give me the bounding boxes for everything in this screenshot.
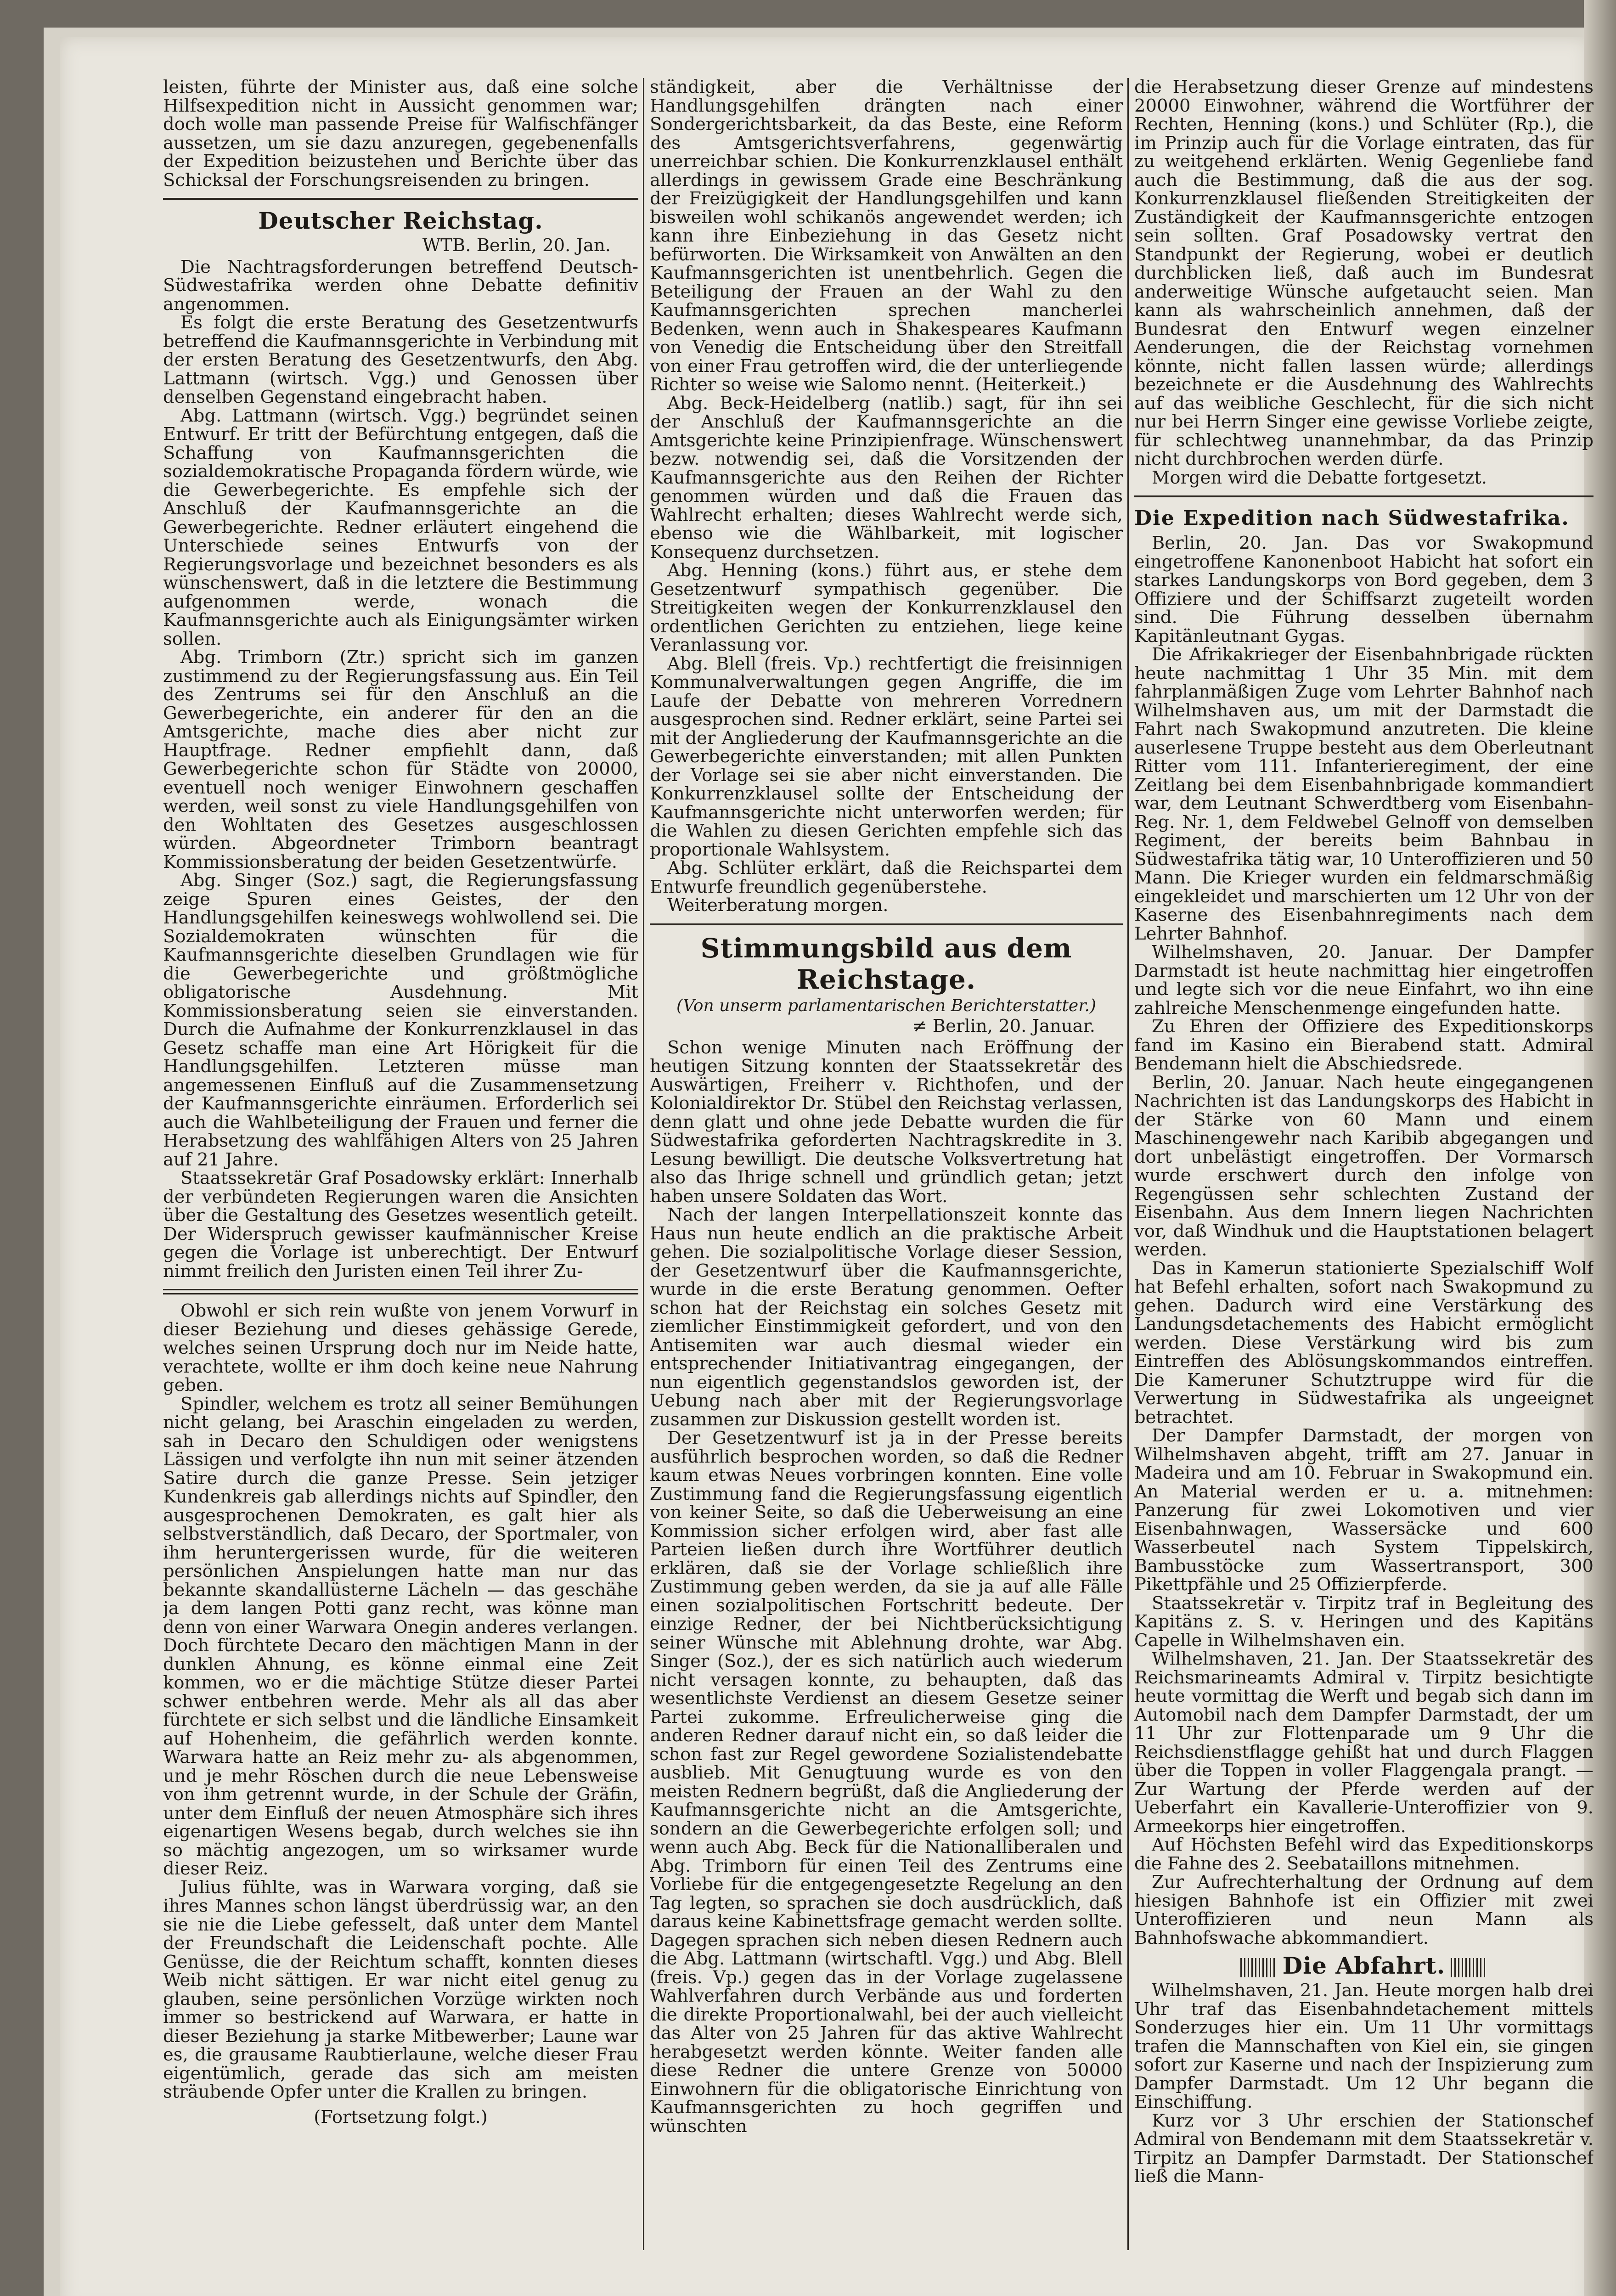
section-heading: Die Abfahrt. <box>1282 1952 1446 1979</box>
section-heading: Deutscher Reichstag. <box>258 207 543 234</box>
article-paragraph: Auf Höchsten Befehl wird das Expeditionskorps die Fahne des 2. Seebataillons mitnehmen. <box>1134 1835 1593 1874</box>
article-paragraph: Abg. Schlüter erklärt, daß die Reichspartei dem Entwurfe freundlich gegenüberstehe. <box>650 858 1123 897</box>
ornament-icon <box>1240 1958 1277 1977</box>
dateline: ≠ Berlin, 20. Januar. <box>912 1016 1095 1036</box>
article-paragraph: Die Nachtragsforderungen betreffend Deutsch-Südwestafrika werden ohne Debatte definitiv angenommen. <box>163 256 638 315</box>
article-paragraph: Der Gesetzentwurf ist ja in der Presse bereits ausführlich besprochen worden, so daß die Redner kaum etwas Neues vorbringen konnten. Eine volle Zustimmung fand die Regierungsfassung eigentlich von keiner Seite, so daß die Ueberweisung an eine Kommission sicher erfolgen wird, aber fast alle Parteien ließen durch ihre Wortführer deutlich erklären, daß sie der Vorlage schließlich ihre Zustimmung geben werden, da sie ja auf alle Fälle einen sozialpolitischen Fortschritt bedeute. Der einzige Redner, der bei Nichtberücksichtigung seiner Wünsche mit Ablehnung drohte, war Abg. Singer (Soz.), der es sich natürlich auch wiederum nicht versagen konnte, zu behaupten, daß das wesentlichste Verdienst an diesem Gesetze seiner Partei zukomme. Erfreulicherweise ging die anderen Redner darauf nicht ein, so daß leider die schon fast zur Regel gewordene Sozialistendebatte ausblieb. Mit Genugtuung wurde es von den meisten Rednern begrüßt, daß die Angliederung der Kaufmannsgerichte nicht an die Amtsgerichte, sondern an die Gewerbegerichte erfolgen soll; und wenn auch Abg. Beck für die Nationalliberalen und Abg. Trimborn für einen Teil des Zentrums eine Vorliebe für die entgegengesetzte Regelung an den Tag legten, so sprachen sie doch ausdrücklich, daß daraus keine Kabinettsfrage gemacht werden sollte. Dagegen sprachen sich neben diesen Rednern auch die Abg. Lattmann (wirtschaftl. Vgg.) und Abg. Blell (freis. Vp.) gegen das in der Vorlage zugelassene Wahlverfahren durch Verbände aus und forderten die direkte Proportionalwahl, bei der auch vielleicht das Alter von 25 Jahren für das aktive Wahlrecht herabgesetzt werden könnte. Weiter fanden alle diese Redner die untere Grenze von 50000 Einwohnern für die obligatorische Einrichtung von Kaufmannsgerichten zu hoch gegriffen und wünschten <box>650 1428 1123 2137</box>
column-1 <box>163 78 638 2268</box>
article-paragraph: Berlin, 20. Jan. Das vor Swakopmund eingetroffene Kanonenboot Habicht hat sofort ein starkes Landungskorps von Bord gegeben, dem 3 Offiziere und der Schiffsarzt zugeteilt worden sind. Die Führung desselben übernahm Kapitänleutnant Gygas. <box>1134 533 1593 647</box>
article-paragraph: Schon wenige Minuten nach Eröffnung der heutigen Sitzung konnten der Staatssekretär des Auswärtigen, Freiherr v. Richthofen, und der Kolonialdirektor Dr. Stübel den Reichstag verlassen, denn glatt und ohne jede Debatte wurden die für Südwestafrika geforderten Nachtragskredite in 3. Lesung bewilligt. Die deutsche Volksvertretung hat also das Ihrige schnell und gründlich getan; jetzt haben unsere Soldaten das Wort. <box>650 1037 1123 1207</box>
article-paragraph: Kurz vor 3 Uhr erschien der Stationschef Admiral von Bendemann mit dem Staatssekretär v. Tirpitz an Dampfer Darmstadt. Der Stationschef ließ die Mann- <box>1134 2110 1593 2187</box>
section-heading: Die Expedition nach Südwestafrika. <box>1134 506 1570 530</box>
column-rule <box>1127 78 1129 2250</box>
article-paragraph: Staatssekretär Graf Posadowsky erklärt: Innerhalb der verbündeten Regierungen waren die Ansichten über die Gestaltung des Gesetzes wesentlich geteilt. Der Widerspruch gewisser kaufmännischer Kreise gegen die Vorlage ist unberechtigt. Der Entwurf nimmt freilich den Juristen einen Teil ihrer Zu- <box>163 1168 638 1282</box>
ornament-icon <box>1451 1958 1487 1977</box>
article-paragraph: Staatssekretär v. Tirpitz traf in Begleitung des Kapitäns z. S. v. Heringen und des Kapitäns Capelle in Wilhelmshaven ein. <box>1134 1593 1593 1651</box>
section-subheading: (Von unserm parlamentarischen Berichterstatter.) <box>676 996 1096 1015</box>
section-heading: Stimmungsbild aus dem Reichstage. <box>700 932 1072 995</box>
article-paragraph: Abg. Beck-Heidelberg (natlib.) sagt, für ihn sei der Anschluß der Kaufmannsgerichte an die Amtsgerichte keine Prinzipienfrage. Wünschenswert bezw. notwendig sei, daß die Vorsitzenden der Kaufmannsgerichte aus den Reihen der Richter genommen würden und daß die Frauen das Wahlrecht erhalten; dieses Wahlrecht werde sich, ebenso wie die Wählbarkeit, mit logischer Konsequenz durchsetzen. <box>650 393 1123 563</box>
section-rule <box>163 198 638 200</box>
article-paragraph: Wilhelmshaven, 20. Januar. Der Dampfer Darmstadt ist heute nachmittag hier eingetroffen und legte sich vor die neue Einfahrt, wo ihn eine zahlreiche Menschenmenge eingefunden hatte. <box>1134 942 1593 1019</box>
article-paragraph: Wilhelmshaven, 21. Jan. Heute morgen halb drei Uhr traf das Eisenbahndetachement mittels Sonderzuges hier ein. Um 11 Uhr vormittags trafen die Mannschaften von Kiel ein, sie gingen sofort zur Kaserne und nach der Inspizierung zum Dampfer Darmstadt. Um 12 Uhr begann die Einschiffung. <box>1134 1980 1593 2112</box>
article-paragraph: Abg. Blell (freis. Vp.) rechtfertigt die freisinnigen Kommunalverwaltungen gegen Angriffe, die im Laufe der Debatte von mehreren Vorrednern ausgesprochen sind. Redner erklärt, seine Partei sei mit der Angliederung der Kaufmannsgerichte an die Gewerbegerichte einverstanden; mit allen Punkten der Vorlage sei sie aber nicht einverstanden. Die Konkurrenzklausel sollte der Entscheidung der Kaufmannsgerichte nicht unterworfen werden; für die Wahlen zu diesen Gerichten empfehle sich das proportionale Wahlsystem. <box>650 653 1123 860</box>
section-heading-wrap <box>1134 1952 1593 1980</box>
article-paragraph: Weiterberatung morgen. <box>667 895 889 916</box>
article-paragraph: Das in Kamerun stationierte Spezialschiff Wolf hat Befehl erhalten, sofort nach Swakopmund zu gehen. Dadurch wird eine Verstärkung des Landungsdetachements des Habicht ermöglicht werden. Diese Verstärkung wird bis zum Eintreffen des Ablösungskommandos eintreffen. Die Kameruner Schutztruppe wird für die Verwertung in Südwestafrika als ungeeignet betrachtet. <box>1134 1258 1593 1428</box>
article-paragraph: die Herabsetzung dieser Grenze auf mindestens 20000 Einwohner, während die Wortführer der Rechten, Henning (kons.) und Schlüter (Rp.), die im Prinzip auch für die Vorlage eintraten, das für zu weitgehend erklärten. Wenig Gegenliebe fand auch die Bestimmung, daß die aus der sog. Konkurrenzklausel fließenden Streitigkeiten der Zuständigkeit der Kaufmannsgerichte entzogen sein sollten. Graf Posadowsky vertrat den Standpunkt der Regierung, wobei er deutlich durchblicken ließ, daß auch im Bundesrat anderweitige Wünsche aufgetaucht seien. Man kann als wahrscheinlich annehmen, daß der Bundesrat den Entwurf wegen einzelner Aenderungen, die der Reichstag vornehmen könnte, nicht fallen lassen würde; allerdings bezeichnete er die Ausdehnung des Wahlrechts auf das weibliche Geschlecht, für die sich nicht nur bei Herrn Singer eine gewisse Vorliebe zeigte, für schlechtweg unannehmbar, da das Prinzip nicht durchbrochen werden dürfe. <box>1134 78 1593 469</box>
feuilleton-rule <box>163 1289 638 1294</box>
article-paragraph: Abg. Trimborn (Ztr.) spricht sich im ganzen zustimmend zu der Regierungsfassung aus. Ein Teil des Zentrums sei für den Anschluß an die Gewerbegerichte, ein anderer für den an die Amtsgerichte, mache dies aber nicht zur Hauptfrage. Redner empfiehlt dann, daß Gewerbegerichte schon für Städte von 20000, eventuell noch weniger Einwohnern geschaffen werden, weil sonst zu viele Handlungsgehilfen von den Wohltaten des Gesetzes ausgeschlossen würden. Abgeordneter Trimborn beantragt Kommissionsberatung der beiden Gesetzentwürfe. <box>163 647 638 872</box>
article-paragraph: Abg. Lattmann (wirtsch. Vgg.) begründet seinen Entwurf. Er tritt der Befürchtung entgegen, daß die Schaffung von Kaufmannsgerichten die sozialdemokratische Propaganda fördern würde, wie die Gewerbegerichte. Es empfehle sich der Anschluß der Kaufmannsgerichte an die Gewerbegerichte. Redner erläutert eingehend die Unterschiede seines Entwurfs von der Regierungsvorlage und bezeichnet besonders es als wünschenswert, daß in die letztere die Bestimmung aufgenommen werde, wonach die Kaufmannsgerichte auch als Einigungsämter wirken sollen. <box>163 405 638 649</box>
article-paragraph: ständigkeit, aber die Verhältnisse der Handlungsgehilfen drängten nach einer Sondergerichtsbarkeit, da das Beste, eine Reform des Amtsgerichtsverfahrens, gegenwärtig unerreichbar schien. Die Konkurrenzklausel enthält allerdings in gewissem Grade eine Beschränkung der Freizügigkeit der Handlungsgehilfen und kann bisweilen wohl schikanös angewendet werden; ich kann ihre Einbeziehung in das Gesetz nicht befürworten. Die Wirksamkeit von Anwälten an den Kaufmannsgerichten ist unentbehrlich. Gegen die Beteiligung der Frauen an der Wahl zu den Kaufmannsgerichten sprechen mancherlei Bedenken, wenn auch in Shakespeares Kaufmann von Venedig die Entscheidung über den Streitfall von einer Frau getroffen wird, die der unterliegende Richter so weise wie Salomo nennt. (Heiterkeit.) <box>650 78 1123 395</box>
article-paragraph: Abg. Singer (Soz.) sagt, die Regierungsfassung zeige Spuren eines Geistes, der den Handlungsgehilfen keineswegs wohlwollend sei. Die Sozialdemokraten wünschten für die Kaufmannsgerichte dieselben Grundlagen wie für die Gewerbegerichte und größtmögliche obligatorische Ausdehnung. Mit Kommissionsberatung seien sie einverstanden. Durch die Aufnahme der Konkurrenzklausel in das Gesetz schaffe man eine Art Hörigkeit für die Handlungsgehilfen. Letzteren müsse man angemessenen Einfluß auf die Zusammensetzung der Kaufmannsgerichte einräumen. Erforderlich sei auch die Wahlbeteiligung der Frauen und ferner die Herabsetzung des wahlfähigen Alters von 25 Jahren auf 21 Jahre. <box>163 870 638 1170</box>
novel-paragraph: Obwohl er sich rein wußte von jenem Vorwurf in dieser Beziehung und dieses gehässige Gerede, welches seinen Ursprung doch nur im Neide hatte, verachtete, wollte er ihm doch keine neue Nahrung geben. <box>163 1300 638 1396</box>
article-paragraph: leisten, führte der Minister aus, daß eine solche Hilfsexpedition nicht in Aussicht genommen war; doch wolle man passende Preise für Walfischfänger aussetzen, um sie dazu anzuregen, gegebenenfalls der Expedition beizustehen und Berichte über das Schicksal der Forschungsreisenden zu bringen. <box>163 78 638 191</box>
dateline: WTB. Berlin, 20. Jan. <box>422 235 611 256</box>
article-paragraph: Abg. Henning (kons.) führt aus, er stehe dem Gesetzentwurf sympathisch gegenüber. Die Streitigkeiten wegen der Konkurrenzklausel den ordentlichen Gerichten zu entziehen, liege keine Veranlassung vor. <box>650 560 1123 655</box>
article-paragraph: Nach der langen Interpellationszeit konnte das Haus nun heute endlich an die praktische Arbeit gehen. Die sozialpolitische Vorlage dieser Session, der Gesetzentwurf über die Kaufmannsgerichte, wurde in die erste Beratung genommen. Oefter schon hat der Reichstag ein solches Gesetz mit ziemlicher Einstimmigkeit gefordert, und von den Antisemiten war auch diesmal wieder ein entsprechender Initiativantrag eingegangen, der nun eigentlich gegenstandslos geworden ist, der Uebung nach aber mit der Regierungsvorlage zusammen zur Diskussion gestellt worden ist. <box>650 1204 1123 1430</box>
article-paragraph: Die Afrikakrieger der Eisenbahnbrigade rückten heute nachmittag 1 Uhr 35 Min. mit dem fahrplanmäßigen Zuge vom Lehrter Bahnhof nach Wilhelmshaven aus, um mit der Darmstadt die Fahrt nach Swakopmund anzutreten. Die kleine auserlesene Truppe besteht aus dem Oberleutnant Ritter vom 111. Infanterieregiment, der eine Zeitlang bei dem Eisenbahnbrigade kommandiert war, dem Leutnant Schwerdtberg vom Eisenbahn-Reg. Nr. 1, dem Feldwebel Gelnoff von demselben Regiment, der bereits beim Bahnbau in Südwestafrika tätig war, 10 Unteroffizieren und 50 Mann. Die Krieger wurden ein feldmarschmäßig eingekleidet und marschierten um 12 Uhr von der Kaserne des Eisenbahnregiments nach dem Lehrter Bahnhof. <box>1134 644 1593 944</box>
article-paragraph: Wilhelmshaven, 21. Jan. Der Staatssekretär des Reichsmarineamts Admiral v. Tirpitz besichtigte heute vormittag die Werft und begab sich dann im Automobil nach dem Dampfer Darmstadt, der um 11 Uhr zur Flottenparade um 9 Uhr die Reichsdienstflagge gehißt hat und durch Flaggen über die Toppen in voller Flaggengala prangt. — Zur Wartung der Pferde werden auf der Ueberfahrt ein Kavallerie-Unteroffizier von 9. Armeekorps hier eingetroffen. <box>1134 1649 1593 1837</box>
article-paragraph: Morgen wird die Debatte fortgesetzt. <box>1152 467 1487 488</box>
novel-paragraph: Julius fühlte, was in Warwara vorging, daß sie ihres Mannes schon längst überdrüssig war, an den sie nie die Liebe gefesselt, daß unter dem Mantel der Freundschaft die Leidenschaft pochte. Alle Genüsse, die der Reichtum schafft, konnten dieses Weib nicht sättigen. Er war nicht eitel genug zu glauben, seine persönlichen Vorzüge wirkten noch immer so bestrickend auf Warwara, er hatte in dieser Beziehung ja starke Mitbewerber; Laune war es, die grausame Raubtierlaune, welche dieser Frau eigentümlich, gerade das sich am meisten sträubende Opfer unter die Krallen zu bringen. <box>163 1877 638 2102</box>
section-rule <box>1134 495 1593 497</box>
article-paragraph: Es folgt die erste Beratung des Gesetzentwurfs betreffend die Kaufmannsgerichte in Verbindung mit der ersten Beratung des Gesetzentwurfs, den Abg. Lattmann (wirtsch. Vgg.) und Genossen über denselben Gegenstand eingebracht haben. <box>163 312 638 407</box>
novel-paragraph: Spindler, welchem es trotz all seiner Bemühungen nicht gelang, bei Araschin eingeladen zu werden, sah in Decaro den Schuldigen oder wenigstens Lässigen und verfolgte ihn nun mit seiner ätzenden Satire durch die ganze Presse. Sein jetziger Kundenkreis gab allerdings nichts auf Spindler, den ausgesprochenen Demokraten, es galt hier als selbstverständlich, daß Decaro, der Sportmaler, von ihm heruntergerissen wurde, für die weiteren persönlichen Anspielungen hatte man nur das bekannte skandallüsterne Lächeln — das geschähe ja dem langen Potti ganz recht, was könne man denn von einer Warwara Onegin anderes verlangen. Doch fürchtete Decaro den mächtigen Mann in der dunklen Ahnung, es könne einmal eine Zeit kommen, wo er die mächtige Stütze dieser Partei schwer entbehren werde. Mehr als all das aber fürchtete er sich selbst und die ländliche Einsamkeit auf Hohenheim, die gefährlich werden konnte. Warwara hatte an Reiz mehr zu- als abgenommen, und je mehr Röschen durch die neue Lebensweise von ihm getrennt wurde, in der Schule der Gräfin, unter dem Einfluß der neuen Atmosphäre sich ihres eigenartigen Wesens begab, durch welches sie ihn so mächtig angezogen, um so wirksamer wurde dieser Reiz. <box>163 1393 638 1879</box>
article-paragraph: Zur Aufrechterhaltung der Ordnung auf dem hiesigen Bahnhofe ist ein Offizier mit zwei Unteroffizieren und neun Mann als Bahnhofswache abkommandiert. <box>1134 1872 1593 1948</box>
column-3 <box>1134 78 1593 2268</box>
article-paragraph: Zu Ehren der Offiziere des Expeditionskorps fand im Kasino ein Bierabend statt. Admiral Bendemann hielt die Abschiedsrede. <box>1134 1016 1593 1074</box>
continuation-note: (Fortsetzung folgt.) <box>314 2106 488 2127</box>
article-paragraph: Berlin, 20. Januar. Nach heute eingegangenen Nachrichten ist das Landungskorps des Habicht in der Stärke von 60 Mann und einem Maschinengewehr nach Karibib abgegangen und dort unbelästigt eingetroffen. Der Vormarsch wurde erschwert durch den infolge von Regengüssen sehr schlechten Zustand der Eisenbahn. Aus dem Innern liegen Nachrichten vor, daß Windhuk und die Hauptstationen belagert werden. <box>1134 1072 1593 1260</box>
section-rule <box>650 923 1123 925</box>
article-paragraph: Der Dampfer Darmstadt, der morgen von Wilhelmshaven abgeht, trifft am 27. Januar in Madeira und am 10. Februar in Swakopmund ein. An Material werden er u. a. mitnehmen: Panzerung für zwei Lokomotiven und vier Eisenbahnwagen, Wassersäcke und 600 Wasserbeutel nach System Tippelskirch, Bambusstöcke zum Wassertransport, 300 Pikettpfähle und 25 Offizierpferde. <box>1134 1425 1593 1595</box>
column-rule <box>643 78 644 2250</box>
column-2 <box>650 78 1123 2268</box>
